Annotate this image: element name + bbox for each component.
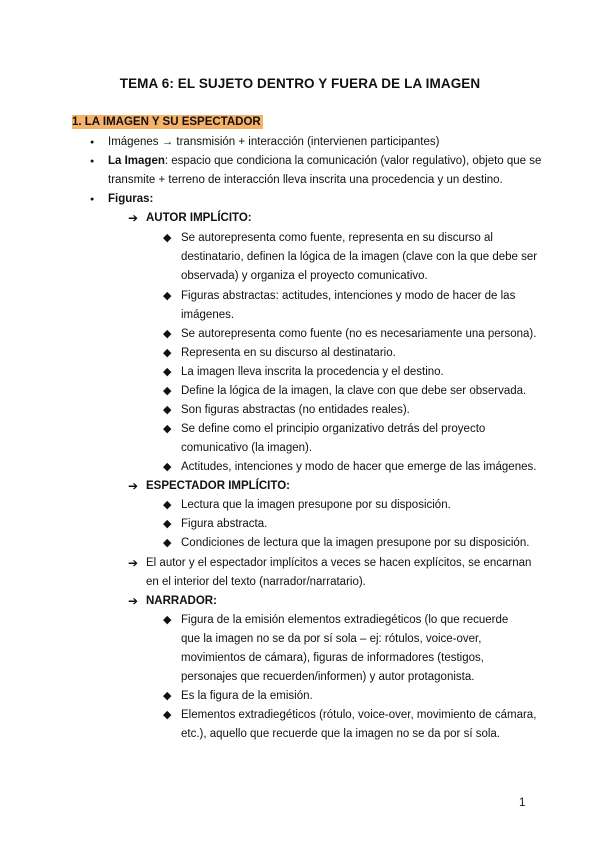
item-text: Se define como el principio organizativo detrás del proyecto xyxy=(181,423,486,435)
diamond-icon: ◆ xyxy=(163,461,172,473)
subheading: AUTOR IMPLÍCITO: xyxy=(146,212,252,224)
item-text: Elementos extradiegéticos (rótulo, voice-over, movimiento de cámara, xyxy=(181,709,537,721)
item-text: destinatario, definen la lógica de la imagen (clave con la que debe ser xyxy=(181,251,538,263)
item-text: Se autorepresenta como fuente, representa en su discurso al xyxy=(181,232,493,244)
arrow-icon: ➔ xyxy=(128,556,139,570)
item-text: que la imagen no se da por sí sola – ej: rótulos, voice-over, xyxy=(181,633,482,645)
bullet-text: transmite + terreno de interacción lleva inscrita una procedencia y un destino. xyxy=(108,174,503,186)
note-text: en el interior del texto (narrador/narratario). xyxy=(146,576,366,588)
diamond-icon: ◆ xyxy=(163,499,172,511)
bullet-icon xyxy=(90,133,94,154)
item-text: Actitudes, intenciones y modo de hacer que emerge de las imágenes. xyxy=(181,461,537,473)
item-text: Define la lógica de la imagen, la clave con que debe ser observada. xyxy=(181,385,527,397)
page-number: 1 xyxy=(519,797,526,809)
item-text: etc.), aquello que recuerde que la imagen no se da por sí sola. xyxy=(181,728,501,740)
item-text: personajes que recuerden/informen) y autor protagonista. xyxy=(181,671,475,683)
subheading: ESPECTADOR IMPLÍCITO: xyxy=(146,480,290,492)
bold-term: La Imagen xyxy=(108,155,165,167)
diamond-icon: ◆ xyxy=(163,232,172,244)
arrow-icon: ➔ xyxy=(128,594,139,608)
item-text: Representa en su discurso al destinatario. xyxy=(181,347,396,359)
diamond-icon: ◆ xyxy=(163,347,172,359)
arrow-icon: ➔ xyxy=(128,479,139,493)
diamond-icon: ◆ xyxy=(163,404,172,416)
diamond-icon: ◆ xyxy=(163,290,172,302)
diamond-icon: ◆ xyxy=(163,423,172,435)
section-heading: 1. LA IMAGEN Y SU ESPECTADOR xyxy=(72,116,261,128)
diamond-icon: ◆ xyxy=(163,328,172,340)
bullet-icon xyxy=(90,190,94,211)
bullet-text: Figuras: xyxy=(108,193,154,205)
item-text: movimientos de cámara), figuras de informadores (testigos, xyxy=(181,652,484,664)
item-text: Figura de la emisión elementos extradiegéticos (lo que recuerde xyxy=(181,614,509,626)
item-text: Son figuras abstractas (no entidades reales). xyxy=(181,404,410,416)
item-text: Es la figura de la emisión. xyxy=(181,690,313,702)
item-text: Figura abstracta. xyxy=(181,518,268,530)
subheading: NARRADOR: xyxy=(146,595,217,607)
diamond-icon: ◆ xyxy=(163,537,172,549)
diamond-icon: ◆ xyxy=(163,709,172,721)
document-title: TEMA 6: EL SUJETO DENTRO Y FUERA DE LA IMAGEN xyxy=(119,76,481,91)
item-text: comunicativo (la imagen). xyxy=(181,442,313,454)
item-text: observada) y organiza el proyecto comunicativo. xyxy=(181,270,428,282)
bullet-text-cont: : espacio que condiciona la comunicación (valor regulativo), objeto que se xyxy=(164,155,542,167)
diamond-icon: ◆ xyxy=(163,385,172,397)
bullet-icon xyxy=(90,152,94,173)
diamond-icon: ◆ xyxy=(163,366,172,378)
diamond-icon: ◆ xyxy=(163,690,172,702)
bullet-text xyxy=(108,152,541,171)
bullet-text: Imágenes → transmisión + interacción (intervienen participantes) xyxy=(108,136,440,148)
item-text: Figuras abstractas: actitudes, intenciones y modo de hacer de las xyxy=(181,290,516,302)
arrow-icon: ➔ xyxy=(128,211,139,225)
item-text: Condiciones de lectura que la imagen presupone por su disposición. xyxy=(181,537,530,549)
item-text: Lectura que la imagen presupone por su disposición. xyxy=(181,499,451,511)
item-text: imágenes. xyxy=(181,309,235,321)
note-text: El autor y el espectador implícitos a veces se hacen explícitos, se encarnan xyxy=(146,557,532,569)
item-text: Se autorepresenta como fuente (no es necesariamente una persona). xyxy=(181,328,537,340)
diamond-icon: ◆ xyxy=(163,518,172,530)
item-text: La imagen lleva inscrita la procedencia y el destino. xyxy=(181,366,444,378)
diamond-icon: ◆ xyxy=(163,614,172,626)
